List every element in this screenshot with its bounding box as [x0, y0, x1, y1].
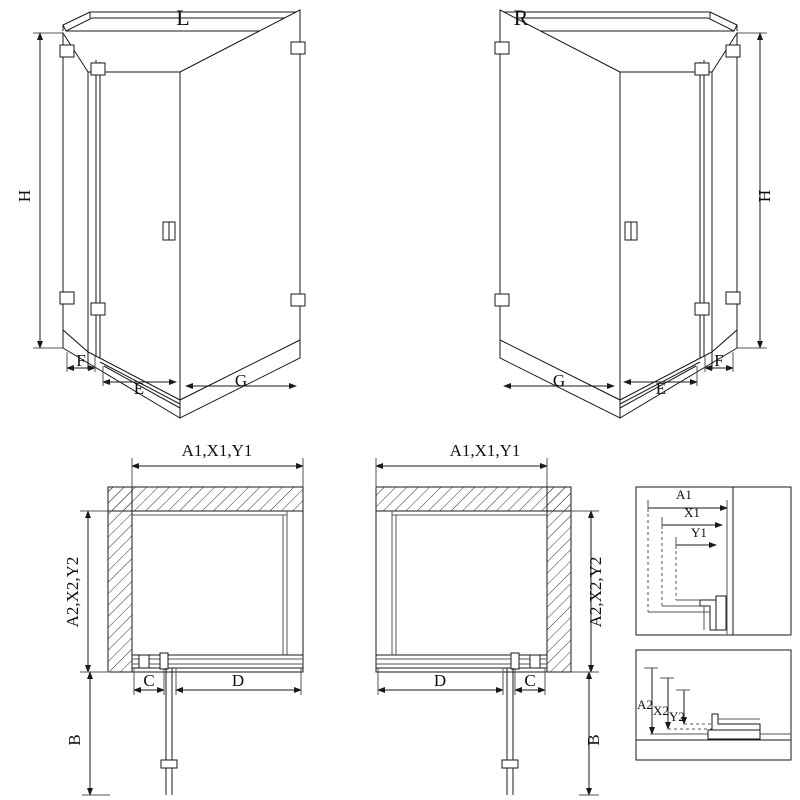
view-label-right: R [513, 5, 529, 30]
dimension-g-right: G [552, 371, 566, 390]
plan-right-dim-c: C [524, 671, 536, 690]
detail-label-x1: X1 [684, 505, 700, 520]
dimension-f-right: F [714, 351, 724, 370]
plan-left-side-dimension: A2,X2,Y2 [63, 556, 82, 628]
plan-right-dim-d: D [433, 671, 447, 690]
dimension-h-right: H [755, 189, 774, 203]
dimension-e-left: E [133, 379, 145, 398]
plan-right-top-dimension: A1,X1,Y1 [449, 441, 521, 460]
detail-top-right [636, 487, 791, 635]
detail-label-y2: Y2 [669, 709, 685, 724]
iso-view-right [495, 10, 767, 418]
dimension-f-left: F [76, 351, 86, 370]
plan-left-top-dimension: A1,X1,Y1 [181, 441, 253, 460]
dimension-e-right: E [655, 379, 667, 398]
detail-label-a1: A1 [676, 487, 692, 502]
view-label-left: L [176, 5, 190, 30]
plan-right-side-dimension: A2,X2,Y2 [586, 556, 605, 628]
plan-left-dim-d: D [231, 671, 245, 690]
plan-left-dim-b: B [65, 734, 84, 746]
plan-right-dim-b: B [584, 734, 603, 746]
plan-view-right [376, 458, 599, 795]
dimension-h-left: H [15, 189, 34, 203]
plan-left-dim-c: C [143, 671, 155, 690]
iso-view-left [33, 10, 305, 418]
detail-label-a2: A2 [637, 697, 653, 712]
plan-view-left [80, 458, 303, 795]
detail-label-y1: Y1 [691, 525, 707, 540]
dimension-g-left: G [234, 371, 248, 390]
detail-label-x2: X2 [653, 703, 669, 718]
